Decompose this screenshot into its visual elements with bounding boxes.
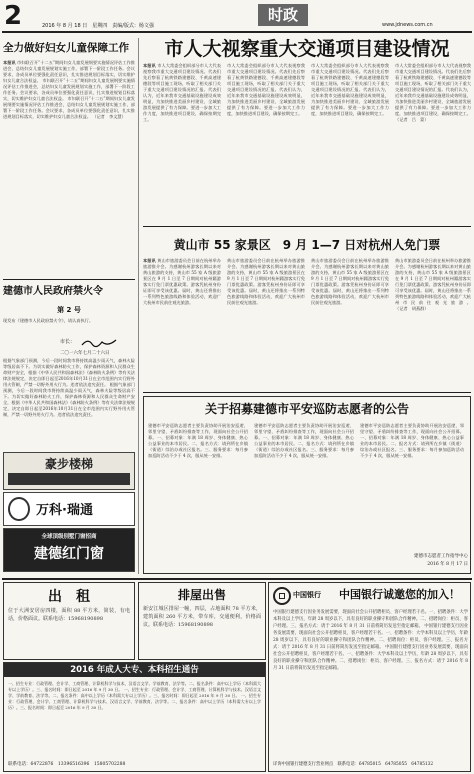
window-ad-hiring: 全球顶级别墅门窗招商: [41, 534, 97, 540]
bus-article-columns: [143, 258, 471, 390]
recruit-issuer: 建德市志愿者工作指导中心: [414, 554, 468, 559]
rent-ad: [3, 582, 135, 660]
stairs-ad-bar: [8, 473, 130, 485]
main-col-2-text: 市人大常委会组织部分市人大代表视察我市重大交通项目建设情况。代表们先后察看了杭黄铁路建德段、千黄高速建德段等项目施工现场，听取了相关部门关于重大交通项目建设情况的汇报。代表们认为，近年来我市交通基础设施建设成效明显，为加快推进美丽乡村建设、全域旅游发展提供了有力保障。要进一步加大工作力度，加快推进项目建设，确保按期完工。: [227, 63, 305, 116]
main-col-3: [311, 63, 389, 219]
section-banner: 时政: [258, 4, 308, 26]
left-article-text-repeat2: 市妇联召开“十二五”期间妇女儿童发展纲要实施情况评估工作推进会，总结妇女儿童发展规划实施工作，部署下一阶段工作任务。会议要求，各成员单位要强化责任意识，扎实推进规划目标落实，切实维护妇女儿童合法权益。: [3, 96, 135, 119]
vanke-ad-title: 万科·瑞通: [36, 503, 93, 518]
notice-headline: 建德市人民政府禁火令: [3, 286, 103, 297]
education-ad-title: 2016 年成人大专、本科招生通告: [70, 665, 199, 675]
left-article-byline: 本报讯: [3, 60, 16, 65]
notice-body-detail-text-2: 根据气象部门预测，今后一段时间我市将持续高温少雨天气，森林火险等级居高不下。为切实做好森林防火工作，保护森林资源和人民群众生命财产安全，根据《中华人民共和国森林法》《森林防火条例》等有关法律法规规定，决定自即日起至2016年10月31日在全市范围内实行野外用火管制，严禁一切野外用火行为。违者依法追究责任。: [3, 382, 135, 417]
left-article-body: [3, 60, 135, 272]
education-ad-header: [4, 663, 265, 677]
recruit-col-2: [254, 423, 354, 563]
vanke-ad: [3, 492, 135, 526]
bus-col-2: [227, 258, 305, 390]
notice-signer: 市长：: [60, 339, 76, 345]
signature: [80, 334, 120, 346]
page-number: 2: [4, 1, 23, 31]
window-ad-brand: 建德红门窗: [34, 546, 104, 562]
bus-headline: 黄山市 55 家景区 9 月 1—7 日对杭州人免门票: [173, 238, 441, 252]
left-article-text-repeat: 市妇联召开“十二五”期间妇女儿童发展纲要实施情况评估工作推进会，总结妇女儿童发展规划实施工作，部署下一阶段工作任务。会议要求，各成员单位要强化责任意识，扎实推进规划目标落实，切实维护妇女儿童合法权益。: [3, 78, 135, 101]
bus-col-1-text: 黄山市旅游委员会日前在杭州举办旅游推介会。为感谢杭州游客长期以来对黄山旅游的支持，黄山市 55 家 A 级旅游景区在 9 月 1 日至 7 日期间对杭州籍游客实行免门票优惠政策。游客凭杭州身份证即可享受该优惠。届时，黄山还将推出一系列特色旅游线路和体验活动，欢迎广大杭州市民前往观光旅游。: [143, 258, 221, 305]
bus-col-2-text: 黄山市旅游委员会日前在杭州举办旅游推介会。为感谢杭州游客长期以来对黄山旅游的支持，黄山市 55 家 A 级旅游景区在 9 月 1 日至 7 日期间对杭州籍游客实行免门票优惠政策。游客凭杭州身份证即可享受该优惠。届时，黄山还将推出一系列特色旅游线路和体验活动，欢迎广大杭州市民前往观光旅游。: [227, 258, 305, 305]
recruit-col-1-text: 建德市平安巡防志愿者主要负责协助开展治安巡逻、邻里守望、矛盾纠纷排查等工作，现面向社会公开招募。一、招募对象：年满 18 周岁、身体健康、热心公益事业的本市居民。二、报名方式：请到所在乡镇（街道）综治办或社区报名。三、服务要求：每月参加巡防活动不少于 4 次，服从统一安排。: [148, 423, 248, 458]
main-col-3-text: 市人大常委会组织部分市人大代表视察我市重大交通项目建设情况。代表们先后察看了杭黄铁路建德段、千黄高速建德段等项目施工现场，听取了相关部门关于重大交通项目建设情况的汇报。代表们认为，近年来我市交通基础设施建设成效明显，为加快推进美丽乡村建设、全域旅游发展提供了有力保障。要进一步加大工作力度，加快推进项目建设，确保按期完工。: [311, 63, 389, 116]
main-article-columns: [143, 63, 471, 219]
masthead-rule: [2, 31, 472, 33]
boc-logo-text: 中国银行: [293, 591, 321, 599]
education-ad: [3, 662, 266, 772]
window-ad: [3, 528, 135, 572]
house-ad-title: 排屋出售: [177, 588, 226, 602]
education-ad-contact: 联系电话：64722876 13396516396 15805702288: [8, 762, 126, 767]
recruit-columns: [148, 423, 466, 563]
ads-divider: [2, 578, 472, 580]
bus-col-4: [395, 258, 471, 390]
recruit-col-3-text: 建德市平安巡防志愿者主要负责协助开展治安巡逻、邻里守望、矛盾纠纷排查等工作，现面向社会公开招募。一、招募对象：年满 18 周岁、身体健康、热心公益事业的本市居民。二、报名方式：请到所在乡镇（街道）综治办或社区报名。三、服务要求：每月参加巡防活动不少于 4 次，服从统一安排。: [360, 423, 464, 458]
column-rule-left: [138, 38, 139, 574]
main-headline: 市人大视察重大交通项目建设情况: [164, 38, 450, 60]
recruit-col-2-text: 建德市平安巡防志愿者主要负责协助开展治安巡逻、邻里守望、矛盾纠纷排查等工作，现面向社会公开招募。一、招募对象：年满 18 周岁、身体健康、热心公益事业的本市居民。二、报名方式：请到所在乡镇（街道）综治办或社区报名。三、服务要求：每月参加巡防活动不少于 4 次，服从统一安排。: [254, 423, 354, 458]
main-divider: [143, 226, 471, 227]
site-url: www.jdnews.com.cn: [382, 22, 433, 28]
main-col-2: [227, 63, 305, 219]
boc-body: [273, 609, 468, 757]
bus-col-1: [143, 258, 221, 390]
rent-ad-body: 位于大洲安居房四楼，面积 88 平方米，简装，有电话，价格面议。联系电话：15968190898: [8, 608, 130, 622]
recruit-headline: 关于招募建德市平安巡防志愿者的公告: [204, 402, 409, 416]
boc-footer: 详询中国银行建德支行营业网点 联系电话：64785015 64785055 64785132: [273, 762, 434, 767]
recruit-col-3: [360, 423, 464, 543]
boc-logo-icon: [273, 587, 291, 605]
education-ad-body-text-2: 一、招生专业：行政管理、会计学、工商管理、计算机科学与技术、汉语言文学、学前教育、法学等。二、报名条件：高中以上学历（本科需大专以上学历）。三、报名时间：即日起至 2016 年 9 月 30 日。: [8, 687, 261, 698]
education-ad-body: [8, 681, 261, 759]
stairs-ad: [3, 452, 135, 490]
main-reporter: （记者 吕 蒙）: [395, 117, 429, 122]
boc-body-text: 中国银行建德支行因业务发展需要，现面向社会公开招聘柜员、客户经理若干名。一、招聘条件：大学本科及以上学历，年龄 28 周岁以下，具有良好的职业操守和团队合作精神。二、招聘岗位：柜员、客户经理。三、报名方式：请于 2016 年 8 月 31 日前将简历发送至指定邮箱。: [273, 610, 468, 629]
recruit-date: 2016 年 8 月 17 日: [427, 562, 468, 567]
recruit-col-1: [148, 423, 248, 563]
boc-ad: [268, 582, 471, 772]
left-article-headline: 全力做好妇女儿童保障工作: [3, 42, 129, 54]
house-ad-body: 新安江城区排屋一幢，四层，占地面积 78 平方米，建筑面积 260 平方米，带车库，交通便利，价格面议。联系电话：15968190898: [143, 606, 261, 628]
recruit-box: [143, 396, 471, 574]
notice-body-detail-text: 根据气象部门预测，今后一段时间我市将持续高温少雨天气，森林火险等级居高不下。为切实做好森林防火工作，保护森林资源和人民群众生命财产安全，根据《中华人民共和国森林法》《森林防火条例》等有关法律法规规定，决定自即日起至2016年10月31日在全市范围内实行野外用火管制，严禁一切野外用火行为。违者依法追究责任。: [3, 358, 135, 387]
left-divider: [3, 279, 135, 280]
bus-divider: [143, 392, 471, 393]
stairs-ad-title: 豪步楼梯: [44, 457, 93, 471]
left-article-reporter: （记者 李文慧）: [92, 114, 126, 119]
bus-byline: 本报讯: [143, 258, 156, 263]
bus-col-4-text: 黄山市旅游委员会日前在杭州举办旅游推介会。为感谢杭州游客长期以来对黄山旅游的支持，黄山市 55 家 A 级旅游景区在 9 月 1 日至 7 日期间对杭州籍游客实行免门票优惠政策。游客凭杭州身份证即可享受该优惠。届时，黄山还将推出一系列特色旅游线路和体验活动，欢迎广大杭州市民前往观光旅游。: [395, 258, 471, 305]
rent-ad-title: 出 租: [48, 589, 90, 605]
vanke-logo-icon: [8, 497, 30, 521]
main-byline: 本报讯: [143, 63, 156, 68]
main-col-4: [395, 63, 471, 219]
bus-col-3: [311, 258, 389, 390]
education-ad-body-text: 一、招生专业：行政管理、会计学、工商管理、计算机科学与技术、汉语言文学、学前教育、法学等。二、报名条件：高中以上学历（本科需大专以上学历）。三、报名时间：即日起至 2016 年 9 月 30 日。: [8, 681, 261, 692]
bus-reporter: （记者 胡燕群）: [395, 306, 429, 311]
main-col-1-text: 市人大常委会组织部分市人大代表视察我市重大交通项目建设情况。代表们先后察看了杭黄铁路建德段、千黄高速建德段等项目施工现场，听取了相关部门关于重大交通项目建设情况的汇报。代表们认为，近年来我市交通基础设施建设成效明显，为加快推进美丽乡村建设、全域旅游发展提供了有力保障。要进一步加大工作力度，加快推进项目建设，确保按期完工。: [143, 63, 221, 122]
boc-body-text-2: 中国银行建德支行因业务发展需要，现面向社会公开招聘柜员、客户经理若干名。一、招聘条件：大学本科及以上学历，年龄 28 周岁以下，具有良好的职业操守和团队合作精神。二、招聘岗位：柜员、客户经理。三、报名方式：请于 2016 年 8 月 31 日前将简历发送至指定邮箱。: [273, 624, 468, 650]
date-line: 2016 年 8 月 18 日 星期四 责编/版式：杨文强: [42, 23, 154, 29]
boc-body-text-3: 中国银行建德支行因业务发展需要，现面向社会公开招聘柜员、客户经理若干名。一、招聘条件：大学本科及以上学历，年龄 28 周岁以下，具有良好的职业操守和团队合作精神。二、招聘岗位：柜员、客户经理。三、报名方式：请于 2016 年 8 月 31 日前将简历发送至指定邮箱。: [273, 645, 468, 671]
boc-slogan: 中国银行诚邀您的加入！: [339, 588, 460, 601]
left-article-text: 市妇联召开“十二五”期间妇女儿童发展纲要实施情况评估工作推进会，总结妇女儿童发展规划实施工作，部署下一阶段工作任务。会议要求，各成员单位要强化责任意识，扎实推进规划目标落实，切实维护妇女儿童合法权益。: [3, 60, 135, 83]
notice-body-detail: [3, 358, 135, 450]
main-col-4-text: 市人大常委会组织部分市人大代表视察我市重大交通项目建设情况。代表们先后察看了杭黄铁路建德段、千黄高速建德段等项目施工现场，听取了相关部门关于重大交通项目建设情况的汇报。代表们认为，近年来我市交通基础设施建设成效明显，为加快推进美丽乡村建设、全域旅游发展提供了有力保障。要进一步加大工作力度，加快推进项目建设，确保按期完工。: [395, 63, 471, 116]
notice-body: 现发布《建德市人民政府禁火令》，请认真执行。: [3, 318, 94, 323]
bus-col-3-text: 黄山市旅游委员会日前在杭州举办旅游推介会。为感谢杭州游客长期以来对黄山旅游的支持，黄山市 55 家 A 级旅游景区在 9 月 1 日至 7 日期间对杭州籍游客实行免门票优惠政策。游客凭杭州身份证即可享受该优惠。届时，黄山还将推出一系列特色旅游线路和体验活动，欢迎广大杭州市民前往观光旅游。: [311, 258, 389, 305]
house-ad: [138, 582, 266, 660]
notice-subhead: 第 2 号: [57, 306, 81, 314]
notice-date: 二〇一六年七月二十六日: [60, 351, 110, 356]
education-ad-body-text-3: 一、招生专业：行政管理、会计学、工商管理、计算机科学与技术、汉语言文学、学前教育、法学等。二、报名条件：高中以上学历（本科需大专以上学历）。三、报名时间：即日起至 2016 年 9 月 30 日。: [8, 693, 261, 710]
main-col-1: [143, 63, 221, 219]
